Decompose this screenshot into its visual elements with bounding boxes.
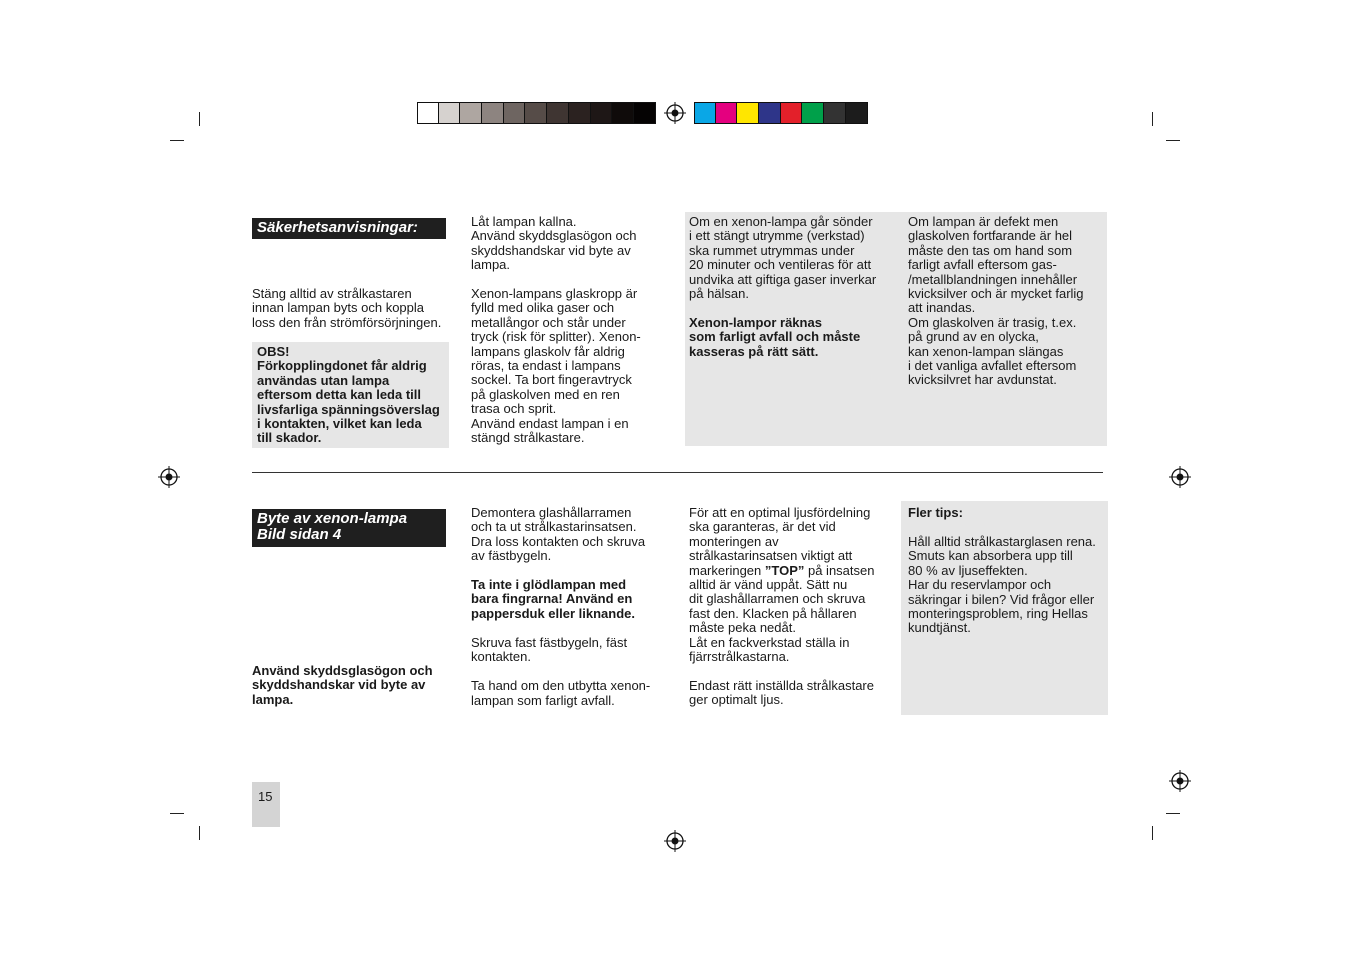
col3-text-b: på insatsen alltid är vänd uppåt. Sätt nu dit glashållarramen och skruva fast den. Klacken på hållaren måste peka nedåt. Låt en fackverkstad ställa in fjärrstrålkastarna. Endast rätt inställda strålkastare ger optimalt ljus. [689, 562, 875, 708]
safety-col3-bold: Xenon-lampor räknas som farligt avfall och måste kasseras på rätt sätt. [689, 315, 861, 359]
grey-scale-bar [417, 102, 656, 124]
color-swatch [439, 102, 461, 124]
safety-col3-text: Om en xenon-lampa går sönder i ett stängt utrymme (verkstad) ska rummet utrymmas under 20 minuter och ventileras för att undvika att giftiga gaser inverkar på hälsan. [689, 214, 877, 302]
replace-col2-bold: Ta inte i glödlampan med bara fingrarna! Använd en pappersduk eller liknande. [471, 577, 635, 621]
color-swatch [525, 102, 547, 124]
replace-col2-text-b: Skruva fast fästbygeln, fäst kontakten. Ta hand om den utbytta xenon- lampan som farligt avfall. [471, 635, 651, 708]
color-swatch [591, 102, 613, 124]
registration-mark-bottom [664, 830, 686, 852]
color-swatch [716, 102, 738, 124]
crop-mark [199, 112, 200, 126]
safety-col4-text: Om lampan är defekt men glaskolven fortfarande är hel måste den tas om hand som farligt avfall eftersom gas- /metallblandningen innehåller kvicksilver och är mycket farlig att inandas. Om glaskolven är trasig, t.ex. på grund av en olycka, kan xenon-lampan slängas i det vanliga avfallet eftersom kvicksilvret har avdunstat. [908, 214, 1084, 388]
process-color-bar [694, 102, 868, 124]
safety-col1-text: Stäng alltid av strålkastaren innan lampan byts och koppla loss den från strömförsörjningen. [252, 286, 442, 330]
color-swatch [612, 102, 634, 124]
color-swatch [737, 102, 759, 124]
color-swatch [504, 102, 526, 124]
crop-mark [170, 140, 184, 141]
top-marking: ”TOP” [764, 562, 805, 578]
crop-mark [1166, 140, 1180, 141]
color-swatch [547, 102, 569, 124]
crop-mark [199, 826, 200, 840]
color-swatch [569, 102, 591, 124]
safety-heading: Säkerhetsanvisningar: [252, 218, 446, 239]
color-swatch [694, 102, 716, 124]
crop-mark [1152, 112, 1153, 126]
color-swatch [460, 102, 482, 124]
registration-mark-bottom-right [1169, 770, 1191, 792]
color-swatch [482, 102, 504, 124]
tips-text: Håll alltid strålkastarglasen rena. Smuts kan absorbera upp till 80 % av ljuseffekten. Har du reservlampor och säkringar i bilen? Vid frågor eller monteringsproblem, ring Hellas kundtjänst. [908, 534, 1096, 636]
page-number: 15 [258, 789, 273, 804]
color-swatch [846, 102, 868, 124]
registration-mark-right [1169, 466, 1191, 488]
section-divider [252, 472, 1103, 473]
registration-mark-top [664, 102, 686, 124]
replace-col1-bold: Använd skyddsglasögon och skyddshandskar vid byte av lampa. [252, 663, 433, 707]
safety-col2-text: Låt lampan kallna. Använd skyddsglasögon och skyddshandskar vid byte av lampa. Xenon-lampans glaskropp är fylld med olika gaser och metallångor och står under tryck (risk för splitter). Xenon- lampans glaskolv får aldrig röras, ta endast i lampans sockel. Ta bort fingeravtryck på glaskolven med en ren trasa och sprit. Använd endast lampan i en stängd strålkastare. [471, 214, 641, 446]
replace-col2-text-a: Demontera glashållarramen och ta ut strålkastarinsatsen. Dra loss kontakten och skruva av fästbygeln. [471, 505, 646, 564]
crop-mark [1166, 813, 1180, 814]
replace-col3-text [689, 506, 894, 708]
obs-warning-box: OBS! Förkopplingdonet får aldrig användas utan lampa eftersom detta kan leda till livsfarliga spänningsöverslag i kontakten, vilket kan leda till skador. [252, 342, 449, 448]
registration-mark-left [158, 466, 180, 488]
color-swatch [802, 102, 824, 124]
color-swatch [824, 102, 846, 124]
crop-mark [1152, 826, 1153, 840]
color-swatch [417, 102, 439, 124]
color-swatch [634, 102, 656, 124]
replace-lamp-heading: Byte av xenon-lampa Bild sidan 4 [252, 509, 446, 547]
color-swatch [759, 102, 781, 124]
col3-text-a: För att en optimal ljusfördelning ska garanteras, är det vid monteringen av strålkastarinsatsen viktigt att markeringen [689, 505, 871, 578]
crop-mark [170, 813, 184, 814]
color-swatch [781, 102, 803, 124]
tips-title: Fler tips: [908, 505, 963, 520]
